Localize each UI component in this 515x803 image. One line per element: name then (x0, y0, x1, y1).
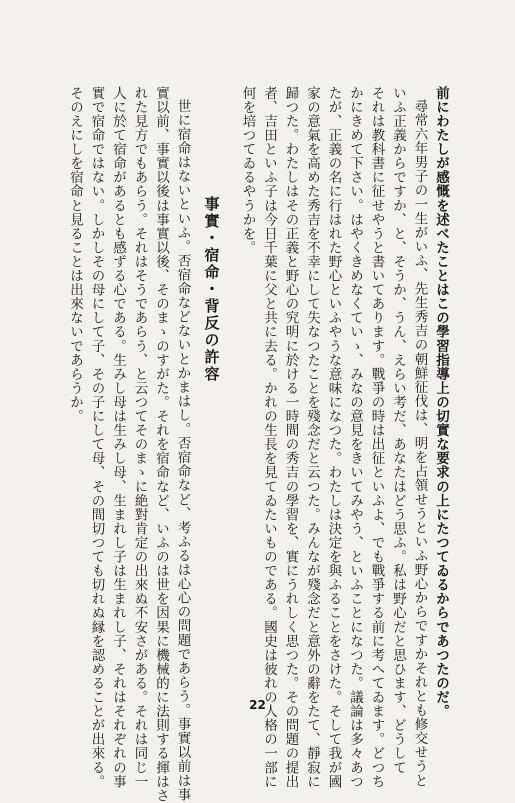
text-line: 實以前、事實以後は事實以後、そのまゝのすがた。それを宿命など、いふのは世を因果に機械的に法則する揮はさ (153, 86, 169, 803)
section-heading: 事實・宿命・背反の許容 (202, 196, 221, 383)
text-line: 人に於て宿命があるとも感ずる心である。生みし母は生みし母、生まれし子は生まれし子、それはそれぞれの事 (110, 86, 126, 789)
text-line: かにきめて下さい。はやくきめなくていゝ、みなの意見をきいてみやう、といふことになつた。議論は多々あつ (347, 86, 363, 789)
section-gap (195, 86, 198, 686)
text-line: そのえにしを宿命と見ることは出來ないであらうか。 (67, 86, 83, 424)
text-line: れた見方でもあらう。それはそうであらう、と云つてそのまゝに絶對肯定の出來ぬ不安さがある。それは同じ一 (131, 86, 148, 789)
section-gap (229, 86, 232, 686)
text-line: 世に宿命はないといふ。否宿命などないとかまはし。否宿命など、考ふるは心心の問題であらう。事實以前は事 (174, 99, 191, 802)
text-line: いふ正義からですか、と、そうか、うん、えらい考だ、あなたはどう思ふ。私は野心だと思ひます、どうして (390, 86, 406, 775)
text-line: 者、吉田といふ子は今日千葉に父と共に去る。かれの生長を見てゐたいものである。國史は彼れの人格の一部に (261, 86, 277, 789)
text-line: 歸つた。わたしはその正義と野心の究明に於ける一時間の秀吉の學習を、實にうれしく思つた。その問題の提出 (282, 86, 299, 789)
text-line: 家の意氣を高めた秀吉を不幸にして失なつたことを殘念だと云つた。みんなが殘念だと意外の辭をたて、靜寂に (304, 86, 320, 789)
text-line: それは教科書に征せやうと書いてあります。戰爭の時は出征といふよ、でも戰爭する前に考へてゐます。どつち (368, 86, 385, 789)
page-number: 22 (249, 698, 266, 712)
text-line: 實で宿命ではない。しかしその母にして子、その子にして母、その間切つても切れぬ縁を認めることが出來る。 (88, 86, 105, 789)
text-line: 前にわたしが感慨を述べたことはこの學習指導上の切實な要求の上にたつてゐるからであつたのだ。 (433, 86, 449, 719)
text-line: 何を培つてゐるやうかを。 (239, 86, 256, 255)
text-line: 尋常六年男子の一生がいふ、先生秀吉の朝鮮征伐は、明を占領せうといふ野心からですかそれとも修交せうと (411, 99, 428, 788)
text-line: たが、正義の名に行はれた野心といふやうな意味になつた。わたしは決定を與ふることをさけた。そして我が國 (325, 86, 342, 789)
